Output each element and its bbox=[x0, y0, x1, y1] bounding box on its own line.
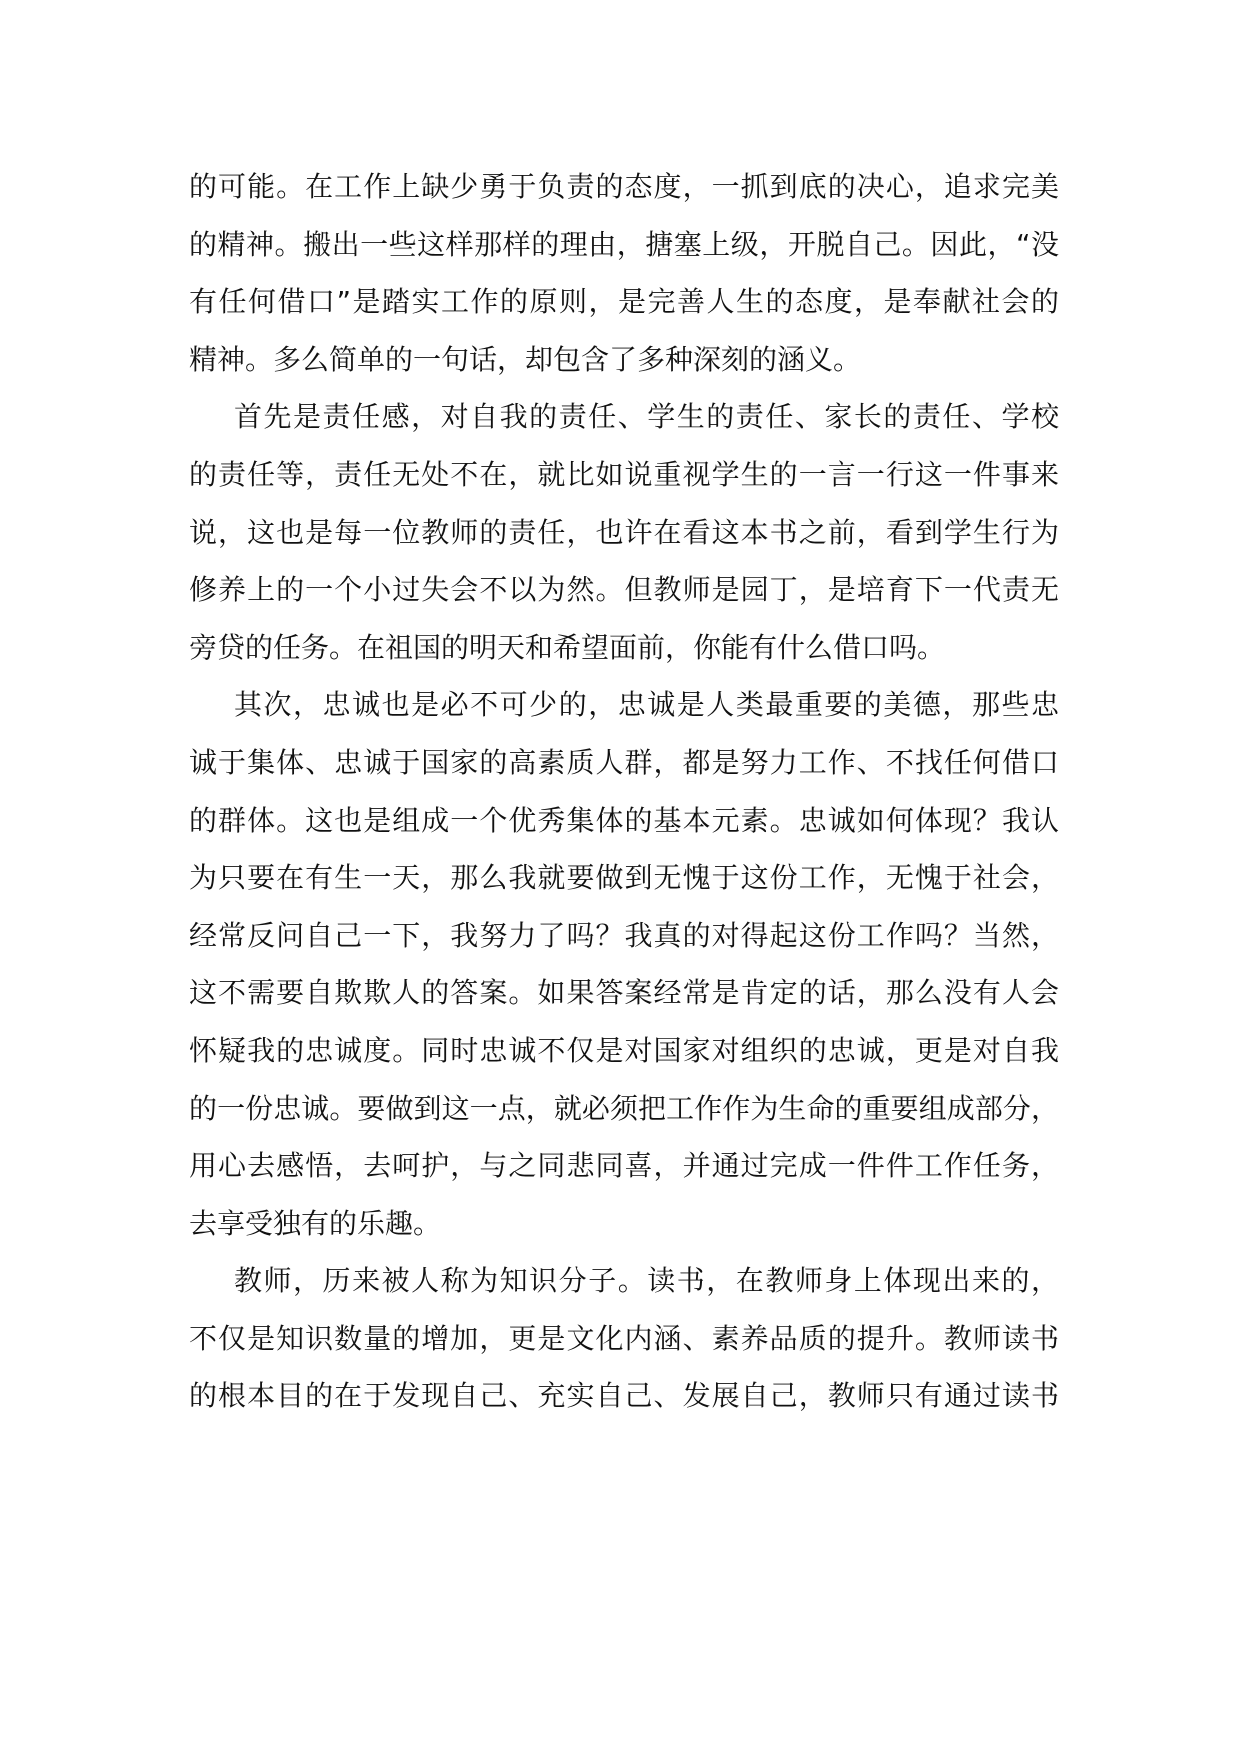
text-line: 说，这也是每一位教师的责任，也许在看这本书之前，看到学生行为 bbox=[189, 515, 1059, 549]
text-line: 精神。多么简单的一句话，却包含了多种深刻的涵义。 bbox=[189, 342, 862, 376]
text-line: 去享受独有的乐趣。 bbox=[189, 1206, 442, 1240]
text-line: 的一份忠诚。要做到这一点，就必须把工作作为生命的重要组成部分， bbox=[189, 1091, 1059, 1125]
text-line: 的根本目的在于发现自己、充实自己、发展自己，教师只有通过读书 bbox=[189, 1379, 1059, 1413]
text-line: 的责任等，责任无处不在，就比如说重视学生的一言一行这一件事来 bbox=[189, 457, 1059, 491]
text-line: 用心去感悟，去呵护，与之同悲同喜，并通过完成一件件工作任务， bbox=[189, 1149, 1059, 1183]
paragraph-first-line: 首先是责任感，对自我的责任、学生的责任、家长的责任、学校 bbox=[234, 400, 1059, 434]
text-line: 旁贷的任务。在祖国的明天和希望面前，你能有什么借口吗。 bbox=[189, 630, 946, 664]
text-line: 经常反问自己一下，我努力了吗？我真的对得起这份工作吗？当然， bbox=[189, 918, 1059, 952]
body-text bbox=[189, 158, 1059, 1425]
paragraph-first-line: 教师，历来被人称为知识分子。读书，在教师身上体现出来的， bbox=[234, 1264, 1059, 1298]
text-line: 的精神。搬出一些这样那样的理由，搪塞上级，开脱自己。因此，“没 bbox=[189, 227, 1059, 261]
text-line: 不仅是知识数量的增加，更是文化内涵、素养品质的提升。教师读书 bbox=[189, 1321, 1059, 1355]
text-line: 这不需要自欺欺人的答案。如果答案经常是肯定的话，那么没有人会 bbox=[189, 976, 1059, 1010]
text-line: 的群体。这也是组成一个优秀集体的基本元素。忠诚如何体现？我认 bbox=[189, 803, 1059, 837]
text-line: 有任何借口”是踏实工作的原则，是完善人生的态度，是奉献社会的 bbox=[189, 285, 1059, 319]
text-line: 怀疑我的忠诚度。同时忠诚不仅是对国家对组织的忠诚，更是对自我 bbox=[189, 1033, 1059, 1067]
text-line: 诚于集体、忠诚于国家的高素质人群，都是努力工作、不找任何借口 bbox=[189, 745, 1059, 779]
text-line: 为只要在有生一天，那么我就要做到无愧于这份工作，无愧于社会， bbox=[189, 861, 1059, 895]
text-line: 修养上的一个小过失会不以为然。但教师是园丁，是培育下一代责无 bbox=[189, 573, 1059, 607]
text-line: 的可能。在工作上缺少勇于负责的态度，一抓到底的决心，追求完美 bbox=[189, 170, 1059, 203]
paragraph-first-line: 其次，忠诚也是必不可少的，忠诚是人类最重要的美德，那些忠 bbox=[234, 688, 1059, 722]
